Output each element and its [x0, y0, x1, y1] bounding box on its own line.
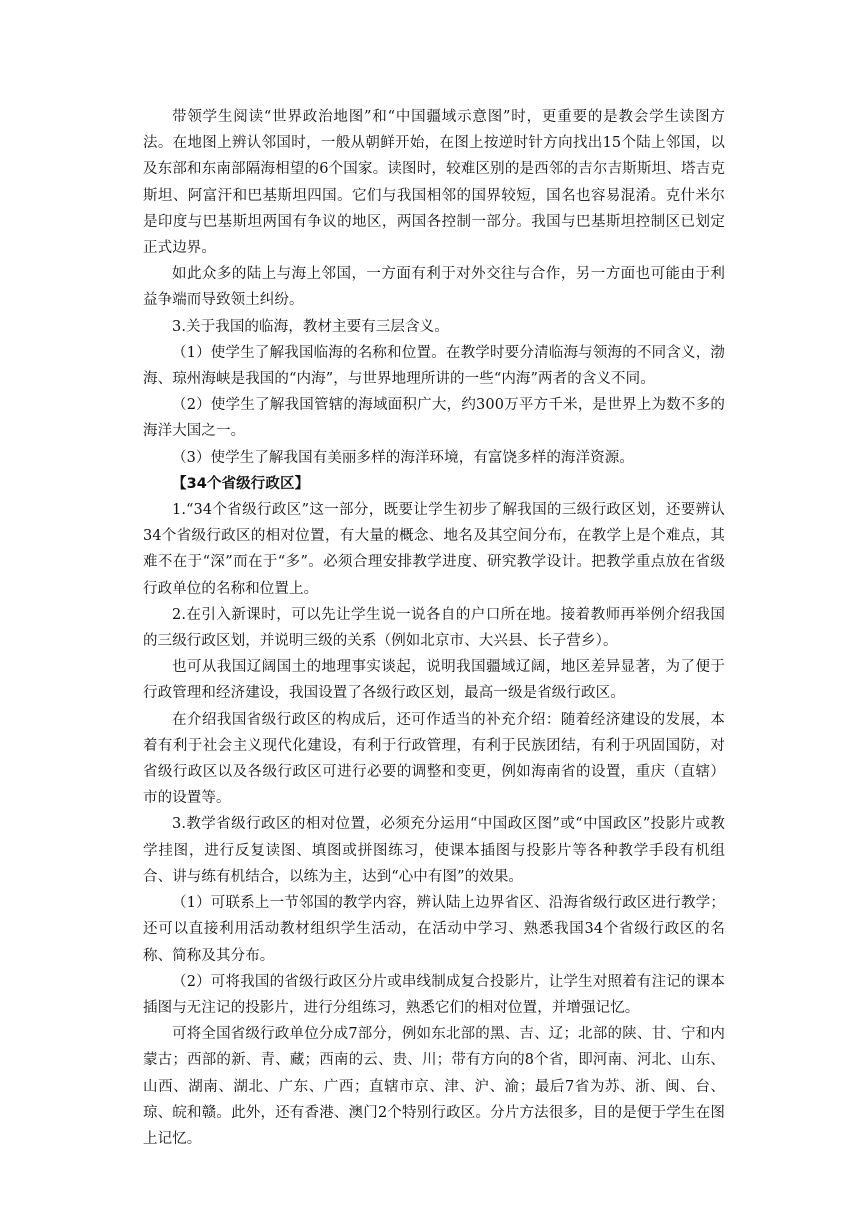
section-heading: 【34个省级行政区】	[172, 475, 310, 492]
paragraph-provinces-5: 3.教学省级行政区的相对位置，必须充分运用“中国政区图”或“中国政区”投影片或教学挂图，进行反复读图、填图或拼图练习，使课本插图与投影片等各种教学手段有机组合、讲与练有机结合，以练为主，达到“心中有图”的效果。	[143, 816, 725, 885]
paragraph-seas-point-1: （1）使学生了解我国临海的名称和位置。在教学时要分清临海与领海的不同含义，渤海、琼州海峡是我国的“内海”，与世界地理所讲的一些“内海”两者的含义不同。	[143, 344, 725, 388]
paragraph-provinces-3: 也可从我国辽阔国土的地理事实谈起，说明我国疆域辽阔，地区差异显著，为了便于行政管理和经济建设，我国设置了各级行政区划，最高一级是省级行政区。	[143, 659, 725, 702]
paragraph-provinces-6: （1）可联系上一节邻国的教学内容，辨认陆上边界省区、沿海省级行政区进行教学；还可以直接利用活动教材组织学生活动，在活动中学习、熟悉我国34个省级行政区的名称、简称及其分布。	[143, 895, 725, 964]
paragraph-provinces-7: （2）可将我国的省级行政区分片或串线制成复合投影片，让学生对照着有注记的课本插图与无注记的投影片，进行分组练习，熟悉它们的相对位置，并增强记忆。	[143, 973, 725, 1016]
paragraph-provinces-2: 2.在引入新课时，可以先让学生说一说各自的户口所在地。接着教师再举例介绍我国的三级行政区划，并说明三级的关系（例如北京市、大兴县、长子营乡）。	[143, 606, 725, 650]
paragraph-provinces-1: 1.“34个省级行政区”这一部分，既要让学生初步了解我国的三级行政区划，还要辨认34个省级行政区的相对位置，有大量的概念、地名及其空间分布，在教学上是个难点，其难不在于“深”而在于“多”。必须合理安排教学进度、研究教学设计。把教学重点放在省级行政单位的名称和位置上。	[143, 502, 725, 597]
paragraph-seas-point-3: （3）使学生了解我国有美丽多样的海洋环境，有富饶多样的海洋资源。	[172, 449, 634, 466]
paragraph-provinces-8: 可将全国省级行政单位分成7部分，例如东北部的黑、吉、辽；北部的陕、甘、宁和内蒙古；西部的新、青、藏；西南的云、贵、川；带有方向的8个省，即河南、河北、山东、山西、湖南、湖北、广东、广西；直辖市京、津、沪、渝；最后7省为苏、浙、闽、台、琼、皖和赣。此外，还有香港、澳门2个特别行政区。分片方法很多，目的是便于学生在图上记忆。	[143, 1026, 725, 1147]
paragraph-seas-intro: 3.关于我国的临海，教材主要有三层含义。	[172, 318, 449, 335]
paragraph-map-reading: 带领学生阅读“世界政治地图”和“中国疆域示意图”时，更重要的是教会学生读图方法。在地图上辨认邻国时，一般从朝鲜开始，在图上按逆时针方向找出15个陆上邻国，以及东部和东南部隔海相望的6个国家。读图时，较难区别的是西邻的吉尔吉斯斯坦、塔吉克斯坦、阿富汗和巴基斯坦四国。它们与我国相邻的国界较短，国名也容易混淆。克什米尔是印度与巴基斯坦两国有争议的地区，两国各控制一部分。我国与巴基斯坦控制区已划定正式边界。	[143, 109, 725, 257]
document-body	[143, 104, 725, 1152]
paragraph-provinces-4: 在介绍我国省级行政区的构成后，还可作适当的补充介绍：随着经济建设的发展，本着有利于社会主义现代化建设，有利于行政管理，有利于民族团结，有利于巩固国防，对省级行政区以及各级行政区可进行必要的调整和变更，例如海南省的设置，重庆（直辖）市的设置等。	[143, 711, 725, 807]
paragraph-neighbors: 如此众多的陆上与海上邻国，一方面有利于对外交往与合作，另一方面也可能由于利益争端而导致领土纠纷。	[143, 266, 725, 309]
paragraph-seas-point-2: （2）使学生了解我国管辖的海域面积广大，约300万平方千米，是世界上为数不多的海洋大国之一。	[143, 397, 725, 440]
